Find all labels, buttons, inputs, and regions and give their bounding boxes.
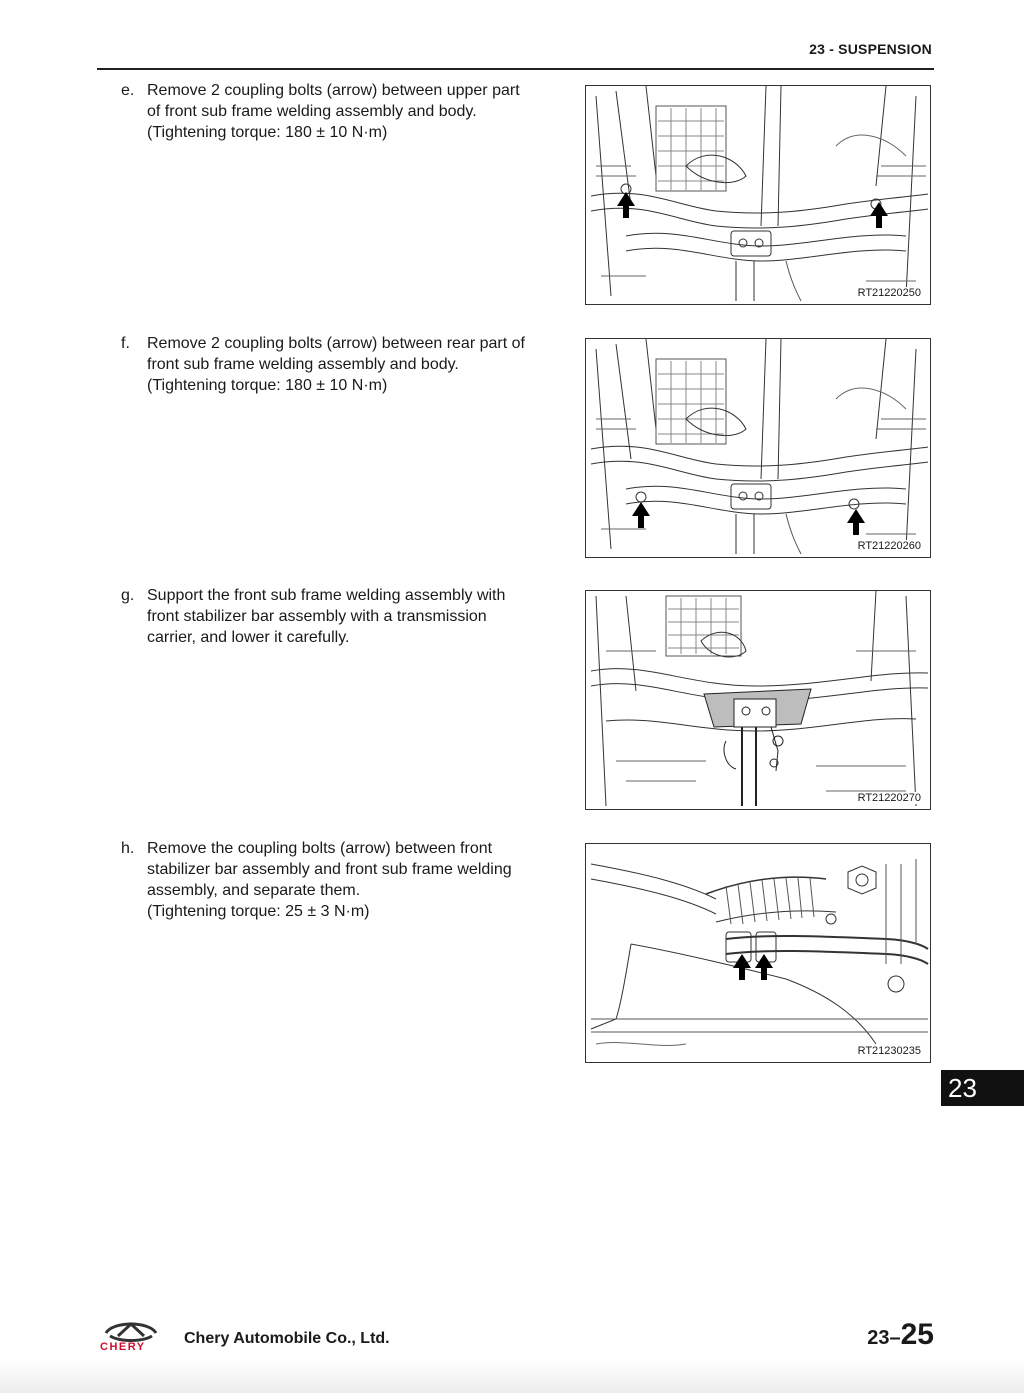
stabilizer-drawing <box>591 859 928 1045</box>
company-name: Chery Automobile Co., Ltd. <box>184 1330 390 1347</box>
step-line: assembly, and separate them. <box>147 882 361 899</box>
step-letter: g. <box>121 587 135 604</box>
step-text <box>147 333 561 396</box>
step-line: stabilizer bar assembly and front sub frame welding <box>147 861 512 878</box>
figure-code: RT21230235 <box>857 1045 921 1057</box>
step-f <box>121 333 561 396</box>
step-text <box>147 80 561 143</box>
step-line: Remove 2 coupling bolts (arrow) between upper part <box>147 82 520 99</box>
figure-code: RT21220260 <box>857 540 921 552</box>
step-text <box>147 585 561 648</box>
step-line: of front sub frame welding assembly and body. <box>147 103 477 120</box>
step-text <box>147 838 561 922</box>
step-line: front sub frame welding assembly and body. <box>147 356 459 373</box>
page-number <box>867 1318 934 1352</box>
transmission-carrier-drawing <box>704 689 811 806</box>
step-line: (Tightening torque: 25 ± 3 N·m) <box>147 903 370 920</box>
step-letter: e. <box>121 82 135 99</box>
figure-subframe-rear-bolts <box>585 338 931 558</box>
step-letter: f. <box>121 335 130 352</box>
step-line: (Tightening torque: 180 ± 10 N·m) <box>147 377 388 394</box>
step-h <box>121 838 561 922</box>
figure-subframe-upper-bolts <box>585 85 931 305</box>
step-letter: h. <box>121 840 135 857</box>
step-line: Remove the coupling bolts (arrow) between front <box>147 840 493 857</box>
page-section: 23 <box>867 1327 890 1349</box>
subframe-drawing <box>591 86 928 301</box>
figure-transmission-carrier <box>585 590 931 810</box>
page-edge-shadow <box>0 1360 1024 1393</box>
step-g <box>121 585 561 648</box>
step-line: front stabilizer bar assembly with a transmission <box>147 608 487 625</box>
step-line: Support the front sub frame welding assembly with <box>147 587 506 604</box>
step-line: Remove 2 coupling bolts (arrow) between rear part of <box>147 335 525 352</box>
arrow-up-icon <box>733 954 773 980</box>
page-separator: – <box>889 1327 901 1349</box>
figure-code: RT21220270 <box>857 792 921 804</box>
logo-wordmark: CHERY <box>100 1341 146 1353</box>
header-divider <box>97 68 934 70</box>
step-line: (Tightening torque: 180 ± 10 N·m) <box>147 124 388 141</box>
figure-stabilizer-bar-bolts <box>585 843 931 1063</box>
step-e <box>121 80 561 143</box>
step-line: carrier, and lower it carefully. <box>147 629 350 646</box>
section-tab: 23 <box>941 1070 1024 1106</box>
section-header: 23 - SUSPENSION <box>809 41 932 57</box>
figure-code: RT21220250 <box>857 287 921 299</box>
page-num: 25 <box>900 1318 934 1351</box>
